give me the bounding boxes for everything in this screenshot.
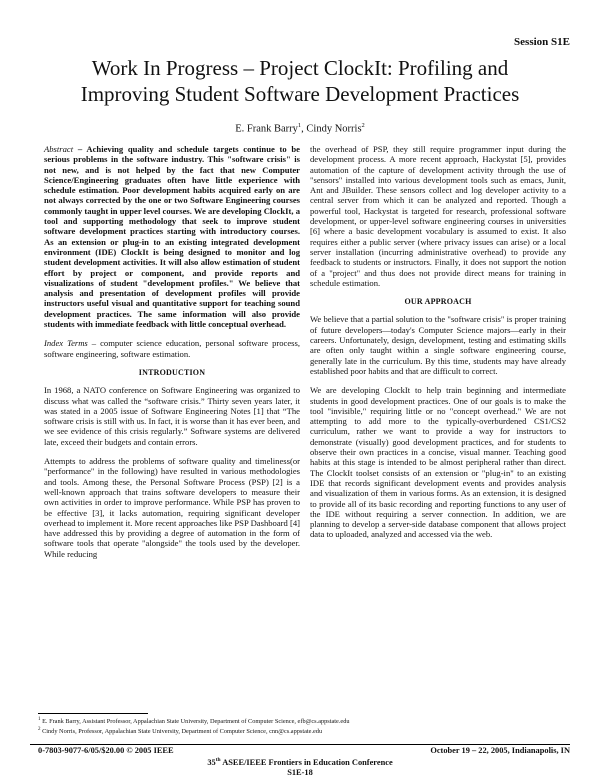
footer-isbn: 0-7803-9077-6/05/$20.00 © 2005 IEEE [38, 746, 174, 755]
author-2-sup: 2 [361, 122, 365, 129]
left-column [44, 144, 300, 568]
approach-heading: OUR APPROACH [404, 297, 472, 307]
title-line-2: Improving Student Software Development Practices [80, 82, 520, 106]
intro-paragraph-1: In 1968, a NATO conference on Software Engineering was organized to discuss what was called the “software crisis.” Thirty seven years later, it was stated in a 2005 issue of Software Engineering Notes [1] that “The software crisis is still with us. In fact, it is worse than it has ever been, and we see evidence of this crisis regularly.” Software systems are delivered late, exceed their budgets and contain errors. [44, 385, 300, 447]
conference-number: 35 [207, 757, 216, 767]
index-terms-label: Index Terms [44, 338, 88, 349]
footnote-divider [38, 713, 148, 714]
footnote-1 [38, 716, 578, 726]
abstract-text: – Achieving quality and schedule targets continue to be serious problems in the software industry. This "software crisis" is not new, and is not helped by the fact that new Computer Science/Engineering graduates often have little experience with schedule estimation. Poor development habits acquired early on are not always corrected by the one or two Software Engineering courses commonly taught in upper level courses. We are developing ClockIt, a tool and supporting methodology that seek to improve student software development practices starting with introductory courses. As an extension or plug-in to an existing integrated development environment (IDE) ClockIt is being designed to monitor and log student development activities. It will also allow estimation of student effort by project or component, and provide reports and visualizations of student "development profiles." We believe that analysis and presentation of development profiles will provide instructors useful visual and quantitative support for teaching sound development practices. The same information will also provide students with immediate feedback with little conceptual overhead. [44, 144, 300, 330]
approach-paragraph-2: We are developing ClockIt to help train beginning and intermediate students in good development practices. One of our goals is to make the tool "invisible," requiring little or no "concept overhead." We are not attempting to add more to the typically-overburdened CS1/CS2 curriculum, rather we want to provide a way for instructors to demonstrate (visually) good development practices, and for students to observe their own practices in a concise, visual manner. Teaching good habits at this stage is intended to be almost peripheral rather than direct. The ClockIt toolset consists of an extension or "plug-in" to an existing IDE that records significant development events and provides analysis and visualization of them in various forms. As an extension, it is designed to provide all of its basic recording and reporting functions to any user of the IDE without requiring a server connection. In addition, we are planning to develop a server-side database component that allows project data to uploaded, analyzed and accessed via the web. [310, 385, 566, 540]
footer-date: October 19 – 22, 2005, Indianapolis, IN [430, 746, 570, 755]
footnote-1-text: E. Frank Barry, Assistant Professor, Appalachian State University, Department of Computer Science, efb@cs.appstate.edu [40, 718, 350, 726]
authors [30, 122, 570, 135]
footnote-2-sup: 2 [38, 727, 41, 733]
conference-name: ASEE/IEEE Frontiers in Education Conference [220, 757, 393, 767]
page-number: S1E-18 [287, 768, 313, 777]
introduction-heading: INTRODUCTION [138, 367, 206, 377]
abstract-label: Abstract [44, 144, 74, 154]
author-separator: , [301, 123, 307, 135]
author-1-sup: 1 [297, 122, 302, 129]
abstract [44, 144, 300, 329]
footnote-2 [38, 726, 578, 736]
footnote-2-text: Cindy Norris, Professor, Appalachian State University, Department of Computer Science, cnn@cs.appstate.edu [40, 728, 323, 736]
index-terms [44, 338, 300, 359]
author-2: Cindy Norris [306, 123, 362, 135]
index-terms-text: – computer science education, personal software process, software engineering, software estimation. [44, 338, 300, 359]
footer-conference [0, 757, 600, 767]
footer-divider [30, 744, 570, 745]
paper-title [30, 55, 570, 107]
conference-ordinal: th [215, 757, 221, 763]
right-column [310, 144, 566, 549]
right-paragraph-1: the overhead of PSP, they still require programmer input during the development process. A more recent approach, Hackystat [5], provides automation of the capture of development activity through the use of "sensors" installed into various development tools such as emacs, Junit, Ant and JBuilder. These sensors collect and log developer activity to a central server from which it can be analyzed and reported. Though a powerful tool, Hackystat is targeted for research, professional software development, or upper-level software engineering courses in universities [6] where a basic development vocabulary is assumed to exist. It also requires either a public server (where privacy issues can arise) or a local server installation (incurring administrative overhead) to provide any feedback to students or instructors. Finally, it does not support the notion of a "project" and thus does not provide direct means for training in schedule estimation. [310, 144, 566, 288]
title-line-1: Work In Progress – Project ClockIt: Profiling and [91, 56, 509, 80]
author-1: E. Frank Barry [235, 123, 298, 135]
footnotes [38, 716, 578, 736]
footnote-1-sup: 1 [38, 717, 41, 722]
approach-paragraph-1: We believe that a partial solution to the "software crisis" is proper training of future developers—today's Computer Science majors—early in their careers. Unfortunately, design, development, testing and estimating skills are often only taught within a single software engineering course, generally late in the curriculum. By this time, students may have already established poor habits and that are difficult to correct. [310, 314, 566, 376]
session-label: Session S1E [514, 36, 570, 48]
intro-paragraph-2: Attempts to address the problems of software quality and timeliness(or "performance" in the following) have resulted in various methodologies and tools. Among these, the Personal Software Process (PSP) [2] is a well-known approach that trains software developers to measure their own activities in order to improve performance. While PSP has proven to be effective [3], it lacks automation, requiring significant developer overhead to implement it. More recent approaches like PSP Dashboard [4] have addressed this by providing a degree of automation in the form of software tools that operate "alongside" the tools used by the developer. While reducing [44, 456, 300, 559]
